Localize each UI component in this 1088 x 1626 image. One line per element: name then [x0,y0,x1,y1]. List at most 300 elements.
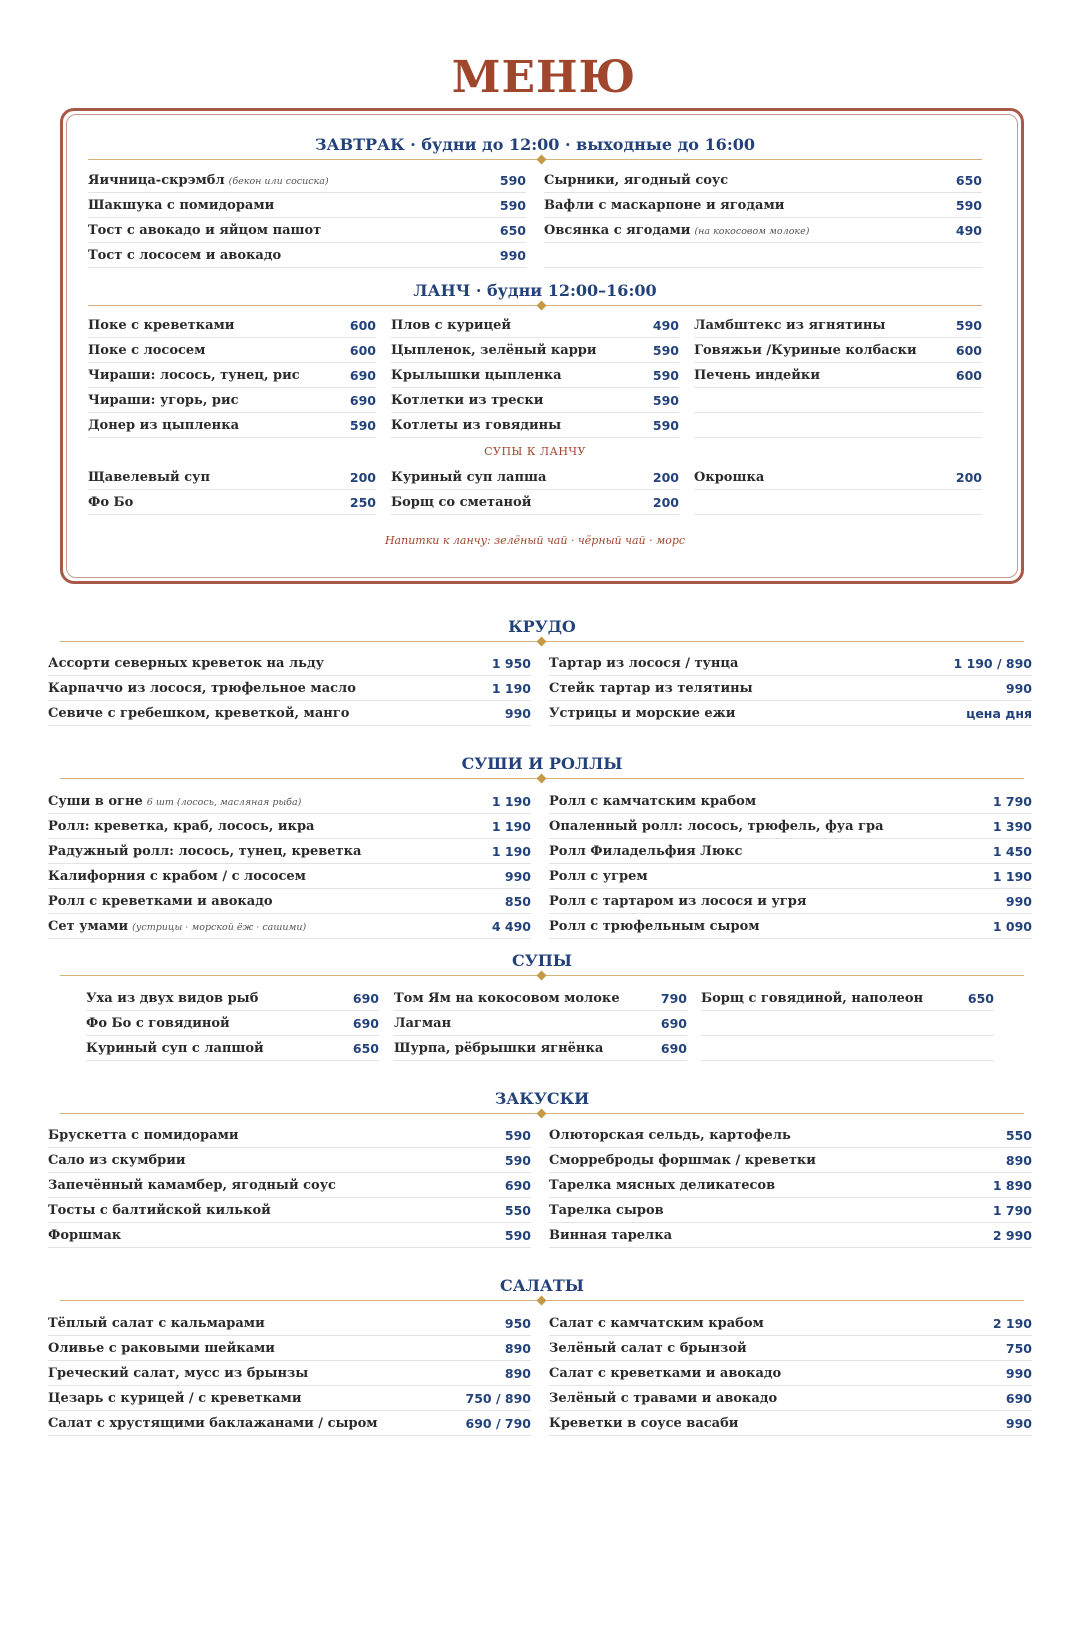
item-price: 590 [499,197,526,213]
item-name [549,1391,777,1406]
menu-item [391,413,679,438]
item-name [48,869,306,884]
item-name-text: Шакшука с помидорами [88,197,275,213]
item-price: 550 [1005,1127,1032,1143]
item-price: 600 [349,317,376,333]
item-name-text: Борщ со сметаной [391,494,532,510]
item-name [391,470,546,485]
menu-item [391,388,679,413]
item-name-text: Стейк тартар из телятины [549,680,753,696]
item-price: 690 [660,1015,687,1031]
item-price: 590 [652,342,679,358]
item-price: 590 [499,172,526,188]
menu-item [549,1198,1032,1223]
menu-item [694,338,982,363]
item-price: 990 [504,705,531,721]
menu-item [86,1036,379,1061]
item-name [48,819,314,834]
item-name-text: Окрошка [694,469,765,485]
item-name-text: Ролл Филадельфия Люкс [549,843,743,859]
item-price: 750 [1005,1340,1032,1356]
item-name-text: Сало из скумбрии [48,1152,186,1168]
menu-item [549,889,1032,914]
menu-item [88,363,376,388]
item-name-text: Форшмак [48,1227,122,1243]
item-name [549,819,884,834]
item-price: 590 [504,1227,531,1243]
menu-item [549,1173,1032,1198]
item-price: 590 [955,197,982,213]
item-name [549,919,760,934]
item-price: 650 [499,222,526,238]
item-price: 790 [660,990,687,1006]
item-name-text: Котлеты из говядины [391,417,562,433]
menu-item [391,363,679,388]
item-price: 1 190 [992,868,1032,884]
item-price: 590 [349,417,376,433]
item-name [88,223,321,238]
menu-item [394,1011,687,1036]
menu-item [549,1311,1032,1336]
section-heading: ЗАКУСКИ [494,1089,590,1108]
item-name-text: Цыпленок, зелёный карри [391,342,597,358]
item-price: 200 [349,469,376,485]
menu-item [544,218,982,243]
item-price: 690 [352,1015,379,1031]
item-price: 990 [499,247,526,263]
item-name-text: Куриный суп лапша [391,469,547,485]
menu-item [549,789,1032,814]
item-price: 690 / 790 [465,1415,531,1431]
item-name-text: Салат с хрустящими баклажанами / сыром [48,1415,378,1431]
item-name-text: Фо Бо [88,494,134,510]
item-name [48,1366,308,1381]
item-name [48,1178,336,1193]
item-price: 2 990 [992,1227,1032,1243]
menu-item [549,1386,1032,1411]
divider-diamond-icon [536,637,546,647]
menu-item [391,313,679,338]
menu-item [701,986,994,1011]
item-name [48,894,273,909]
menu-item [88,193,526,218]
item-name-text: Том Ям на кокосовом молоке [394,990,620,1006]
item-price: 1 190 [491,843,531,859]
section-heading: СУПЫ [511,951,573,970]
item-price: 490 [652,317,679,333]
item-name-text: Сет умами [48,918,129,934]
item-name-text: Ролл с трюфельным сыром [549,918,760,934]
item-name-text: Креветки в соусе васаби [549,1415,739,1431]
item-price: 690 [660,1040,687,1056]
item-name [544,198,784,213]
item-name [48,656,324,671]
item-price: 1 790 [992,793,1032,809]
menu-item [549,814,1032,839]
item-name [394,991,620,1006]
item-price: 690 [349,367,376,383]
item-price: 990 [1005,680,1032,696]
section-divider [88,159,982,160]
item-price: 1 190 [491,680,531,696]
item-note: (бекон или сосиска) [228,175,329,187]
menu-item [88,465,376,490]
menu-item [549,1123,1032,1148]
item-name [549,1128,791,1143]
item-name [48,1341,275,1356]
item-price: 600 [955,367,982,383]
menu-item [391,338,679,363]
item-name [88,418,239,433]
item-price: 590 [652,417,679,433]
item-name-text: Тартар из лосося / тунца [549,655,739,671]
menu-empty-row [694,388,982,413]
menu-item [48,701,531,726]
item-price: 590 [652,367,679,383]
menu-item [549,1411,1032,1436]
item-name-text: Оливье с раковыми шейками [48,1340,275,1356]
menu-item [391,465,679,490]
item-name [549,656,738,671]
item-name [48,1153,186,1168]
section-heading: КРУДО [508,617,576,636]
menu-item [391,490,679,515]
item-name-text: Говяжьи /Куриные колбаски [694,342,917,358]
menu-item [549,914,1032,939]
item-name-text: Винная тарелка [549,1227,673,1243]
menu-item [549,864,1032,889]
item-price: 590 [504,1127,531,1143]
item-name [48,919,306,934]
item-name [86,1041,264,1056]
item-name [88,318,234,333]
item-name [88,495,133,510]
item-price: 690 [349,392,376,408]
item-name [48,1416,378,1431]
item-price: 990 [504,868,531,884]
item-price: 1 450 [992,843,1032,859]
item-price: 590 [652,392,679,408]
menu-item [48,1386,531,1411]
item-price: 550 [504,1202,531,1218]
item-name-text: Чираши: лосось, тунец, рис [88,367,300,383]
item-name-text: Сырники, ягодный соус [544,172,729,188]
item-name [694,318,885,333]
item-price: 600 [349,342,376,358]
menu-item [48,789,531,814]
item-name-text: Цезарь с курицей / с креветками [48,1390,302,1406]
menu-empty-row [544,243,982,268]
item-name [694,343,917,358]
menu-item [48,914,531,939]
menu-item [549,651,1032,676]
section-heading: СУШИ И РОЛЛЫ [461,754,623,773]
item-name-text: Ролл с угрем [549,868,648,884]
item-name-text: Греческий салат, мусс из брынзы [48,1365,309,1381]
menu-item [549,1361,1032,1386]
item-price: 1 390 [992,818,1032,834]
item-name-text: Тарелка сыров [549,1202,664,1218]
menu-item [48,1361,531,1386]
item-price: 990 [1005,1415,1032,1431]
item-name [88,393,239,408]
item-price: 650 [352,1040,379,1056]
item-name [88,470,210,485]
item-name-text: Олюторская сельдь, картофель [549,1127,791,1143]
item-name [391,368,562,383]
section-divider [88,305,982,306]
item-name-text: Поке с лососем [88,342,206,358]
item-name-text: Борщ с говядиной, наполеон [701,990,924,1006]
menu-empty-row [694,490,982,515]
item-price: 1 890 [992,1177,1032,1193]
item-name [391,495,531,510]
item-name [48,1228,121,1243]
menu-item [86,986,379,1011]
item-name [88,248,281,263]
item-name-text: Тёплый салат с кальмарами [48,1315,265,1331]
item-name-text: Плов с курицей [391,317,512,333]
item-name [549,894,806,909]
item-price: 590 [504,1152,531,1168]
item-name-text: Ролл с креветками и авокадо [48,893,273,909]
item-name-text: Зелёный с травами и авокадо [549,1390,778,1406]
item-name-text: Салат с креветками и авокадо [549,1365,782,1381]
menu-item [48,814,531,839]
item-name-text: Шурпа, рёбрышки ягнёнка [394,1040,604,1056]
item-price: 990 [1005,1365,1032,1381]
item-name [544,173,728,188]
item-name-text: Брускетта с помидорами [48,1127,239,1143]
item-price: 690 [504,1177,531,1193]
menu-item [88,338,376,363]
section-heading: ЛАНЧ · будни 12:00–16:00 [413,281,657,300]
item-name-text: Салат с камчатским крабом [549,1315,764,1331]
item-price: 990 [1005,893,1032,909]
item-name-text: Лагман [394,1015,452,1031]
item-price: 590 [955,317,982,333]
menu-item [86,1011,379,1036]
item-name-text: Ламбштекс из ягнятины [694,317,886,333]
item-name-text: Тосты с балтийской килькой [48,1202,271,1218]
item-name [391,393,543,408]
menu-item [549,701,1032,726]
item-name-text: Ролл с тартаром из лосося и угря [549,893,807,909]
item-price: 200 [652,494,679,510]
item-name [701,991,923,1006]
menu-item [544,193,982,218]
item-name-text: Печень индейки [694,367,820,383]
item-price: 690 [1005,1390,1032,1406]
item-name [549,1316,764,1331]
menu-item [694,465,982,490]
item-name-text: Донер из цыпленка [88,417,240,433]
item-name-text: Крылышки цыпленка [391,367,562,383]
lunch-drinks-note: Напитки к ланчу: зелёный чай · чёрный чай · морс [384,534,686,547]
item-name-text: Тост с авокадо и яйцом пашот [88,222,322,238]
menu-item [88,490,376,515]
item-name [549,1366,781,1381]
item-name [48,706,349,721]
menu-title: МЕНЮ [451,52,637,103]
item-name-text: Вафли с маскарпоне и ягодами [544,197,785,213]
item-note: (на кокосовом молоке) [694,225,810,237]
item-name [88,198,274,213]
item-price: 650 [967,990,994,1006]
item-name-text: Овсянка с ягодами [544,222,691,238]
menu-item [88,168,526,193]
item-price: 850 [504,893,531,909]
menu-item [544,168,982,193]
item-price: 1 190 / 890 [953,655,1032,671]
item-name [391,343,597,358]
menu-item [88,313,376,338]
item-name [391,418,561,433]
item-name-text: Тост с лососем и авокадо [88,247,282,263]
item-price: 4 490 [491,918,531,934]
menu-item [88,243,526,268]
item-name-text: Котлетки из трески [391,392,544,408]
menu-item [394,1036,687,1061]
item-name-text: Ассорти северных креветок на льду [48,655,324,671]
item-name [88,173,329,188]
menu-empty-row [701,1011,994,1036]
item-price: 1 790 [992,1202,1032,1218]
item-price: 600 [955,342,982,358]
item-price: 890 [504,1340,531,1356]
item-name [549,706,735,721]
item-note: (устрицы · морской ёж · сашими) [132,921,307,933]
section-heading: САЛАТЫ [499,1276,585,1295]
item-price: 890 [504,1365,531,1381]
item-name-text: Сморреброды форшмак / креветки [549,1152,816,1168]
menu-item [48,1336,531,1361]
item-price: 250 [349,494,376,510]
item-name [549,794,756,809]
item-name-text: Чираши: угорь, рис [88,392,239,408]
menu-item [48,889,531,914]
divider-diamond-icon [536,971,546,981]
item-name [88,368,300,383]
item-price: 1 090 [992,918,1032,934]
item-name [694,470,764,485]
item-price: 2 190 [992,1315,1032,1331]
menu-empty-row [701,1036,994,1061]
item-name-text: Калифорния с крабом / с лососем [48,868,306,884]
menu-item [48,676,531,701]
item-name-text: Тарелка мясных деликатесов [549,1177,776,1193]
item-price: цена дня [966,705,1032,721]
item-price: 690 [352,990,379,1006]
item-name [549,844,742,859]
menu-item [48,1223,531,1248]
item-name-text: Запечённый камамбер, ягодный соус [48,1177,336,1193]
lunch-soups-heading: СУПЫ К ЛАНЧУ [484,445,586,458]
item-name [48,1316,265,1331]
item-name-text: Поке с креветками [88,317,235,333]
item-name [549,681,753,696]
menu-item [48,1173,531,1198]
item-price: 1 190 [491,793,531,809]
item-name [86,991,258,1006]
menu-item [694,363,982,388]
item-name [88,343,205,358]
item-note: 6 шт (лосось, масляная рыба) [146,796,302,808]
item-price: 950 [504,1315,531,1331]
menu-item [549,676,1032,701]
item-name-text: Фо Бо с говядиной [86,1015,230,1031]
item-name [544,223,809,238]
menu-item [549,1223,1032,1248]
item-name-text: Ролл: креветка, краб, лосось, икра [48,818,315,834]
item-price: 650 [955,172,982,188]
item-name [48,844,361,859]
item-price: 200 [955,469,982,485]
menu-item [48,1411,531,1436]
menu-item [48,1198,531,1223]
menu-item [694,313,982,338]
menu-item [549,1336,1032,1361]
item-name-text: Яичница-скрэмбл [88,172,225,188]
menu-item [48,651,531,676]
item-name-text: Зелёный салат с брынзой [549,1340,747,1356]
item-price: 1 950 [491,655,531,671]
item-name-text: Карпаччо из лосося, трюфельное масло [48,680,356,696]
menu-item [48,864,531,889]
item-name-text: Радужный ролл: лосось, тунец, креветка [48,843,362,859]
item-price: 750 / 890 [465,1390,531,1406]
menu-item [394,986,687,1011]
item-name [549,1228,672,1243]
item-price: 1 190 [491,818,531,834]
item-name [48,1128,239,1143]
item-name-text: Щавелевый суп [88,469,210,485]
menu-item [549,1148,1032,1173]
menu-item [88,388,376,413]
item-name-text: Севиче с гребешком, креветкой, манго [48,705,350,721]
item-name [48,1391,302,1406]
item-name [394,1041,603,1056]
menu-item [88,218,526,243]
divider-diamond-icon [536,1296,546,1306]
menu-item [48,1148,531,1173]
item-name [48,794,301,809]
menu-item [48,839,531,864]
item-name-text: Суши в огне [48,793,143,809]
divider-diamond-icon [536,774,546,784]
menu-empty-row [694,413,982,438]
item-name [394,1016,451,1031]
item-price: 200 [652,469,679,485]
section-heading: ЗАВТРАК · будни до 12:00 · выходные до 16:00 [315,135,755,154]
item-name [549,1178,775,1193]
item-price: 490 [955,222,982,238]
menu-item [88,413,376,438]
menu-item [48,1311,531,1336]
item-name [549,1203,664,1218]
menu-item [549,839,1032,864]
item-name-text: Уха из двух видов рыб [86,990,259,1006]
item-name-text: Опаленный ролл: лосось, трюфель, фуа гра [549,818,884,834]
item-name [549,1416,738,1431]
item-name-text: Устрицы и морские ежи [549,705,736,721]
item-name [86,1016,230,1031]
item-price: 890 [1005,1152,1032,1168]
item-name-text: Ролл с камчатским крабом [549,793,757,809]
item-name [48,681,356,696]
item-name [549,869,648,884]
item-name [391,318,511,333]
